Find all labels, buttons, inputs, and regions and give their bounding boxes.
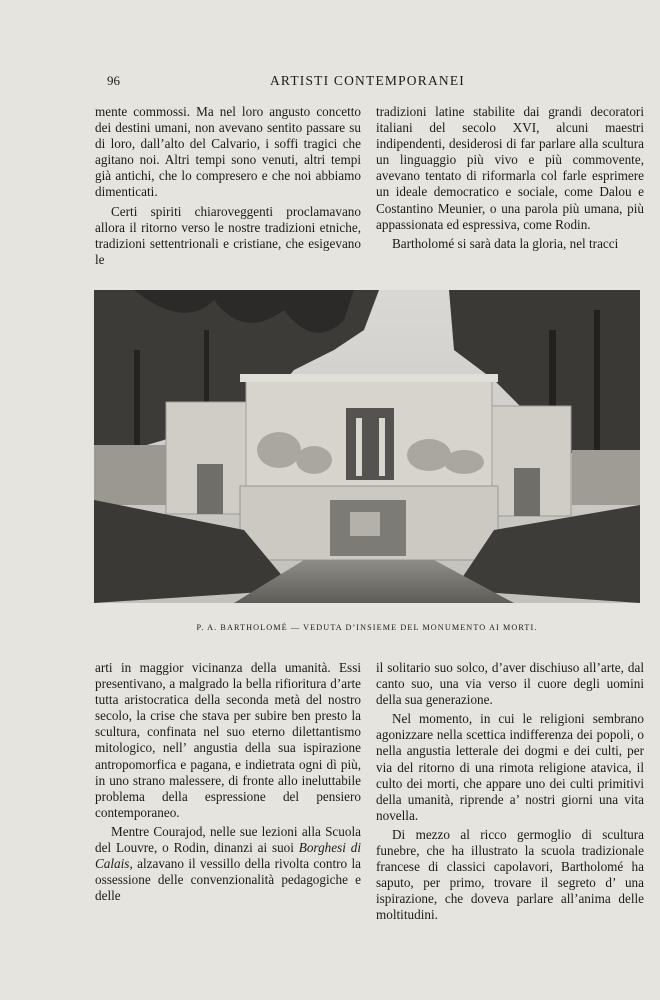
bottom-left-column: [95, 660, 361, 904]
paragraph: il solitario suo solco, d’aver dischiuso all’arte, dal canto suo, una via verso il cuore degli uomini della sua generazione.: [376, 660, 644, 708]
paragraph: mente commossi. Ma nel loro angusto concetto dei destini umani, non avevano sentito passare su di loro, dall’alto del Calvario, i soffi tragici che agitano noi. Altri tempi sono venuti, altri tempi già antichi, che lo compresero e che noi abbiamo dimenticati.: [95, 104, 361, 200]
bottom-right-column: [376, 660, 644, 924]
paragraph: Di mezzo al ricco germoglio di scultura funebre, che ha illustrato la scuola tradizionale francese di classici capolavori, Bartholomé ha saputo, per primo, trovare il segreto d’ una ispirazione, che doveva parlare all’anima delle moltitudini.: [376, 826, 644, 923]
text-run: , alzavano il vessillo della rivolta contro la ossessione delle convenzionalità pedagogiche e delle: [95, 856, 361, 904]
paragraph: Bartholomé si sarà data la gloria, nel tracci: [392, 235, 619, 251]
text-run: Mentre Courajod, nelle sue lezioni alla Scuola del Louvre, o Rodin, dinanzi ai suoi: [95, 823, 361, 856]
italic-title: Borghesi di Calais: [95, 840, 362, 872]
running-title: ARTISTI CONTEMPORANEI: [269, 73, 465, 88]
paragraph: [95, 824, 361, 904]
top-right-column: [376, 104, 644, 252]
monument-photograph: [94, 290, 640, 603]
top-left-column: [95, 104, 361, 268]
paragraph: Certi spiriti chiaroveggenti proclamavano allora il ritorno verso le nostre tradizioni etniche, tradizioni settentrionali e cristiane, che esigevano le: [95, 203, 361, 267]
paragraph: tradizioni latine stabilite dai grandi decoratori italiani del secolo XVI, alcuni maestri indipendenti, desiderosi di far parlare alla scultura un linguaggio più vivo e più commovente, avevano tentato di riformarla col farle esprimere un ideale democratico e sociale, come Dalou e Costantino Meunier, o una parola più umana, più appassionata ed espressiva, come Rodin.: [376, 104, 644, 232]
figure-caption: P. A. BARTHOLOMÉ — VEDUTA D’INSIEME DEL MONUMENTO AI MORTI.: [196, 623, 538, 632]
paragraph: arti in maggior vicinanza della umanità. Essi presentivano, a malgrado la bella rifioritura d’arte tutta aristocratica della seconda metà del nostro secolo, la crise che stava per subire ben presto la scultura, confinata nel suo eterno dilettantismo mitologico, nell’ angustia della sua ispirazione antropomorfica e pagana, e indietrata ogni dì più, in uno strano malessere, di fronte allo ineluttabile problema della espressione del pensiero contemporaneo.: [95, 660, 361, 820]
page-number: 96: [107, 73, 120, 88]
page-header: [95, 73, 640, 93]
monument-photo-drawing: [94, 290, 640, 603]
paragraph: Nel momento, in cui le religioni sembrano agonizzare nella scettica indifferenza dei popoli, o nella angustia letterale dei dogmi e dei culti, per via del ritorno di una rimota religione atavica, il culto dei morti, che appare uno dei culti primitivi della umanità, riprende a’ nostri giorni una vita novella.: [376, 711, 644, 823]
